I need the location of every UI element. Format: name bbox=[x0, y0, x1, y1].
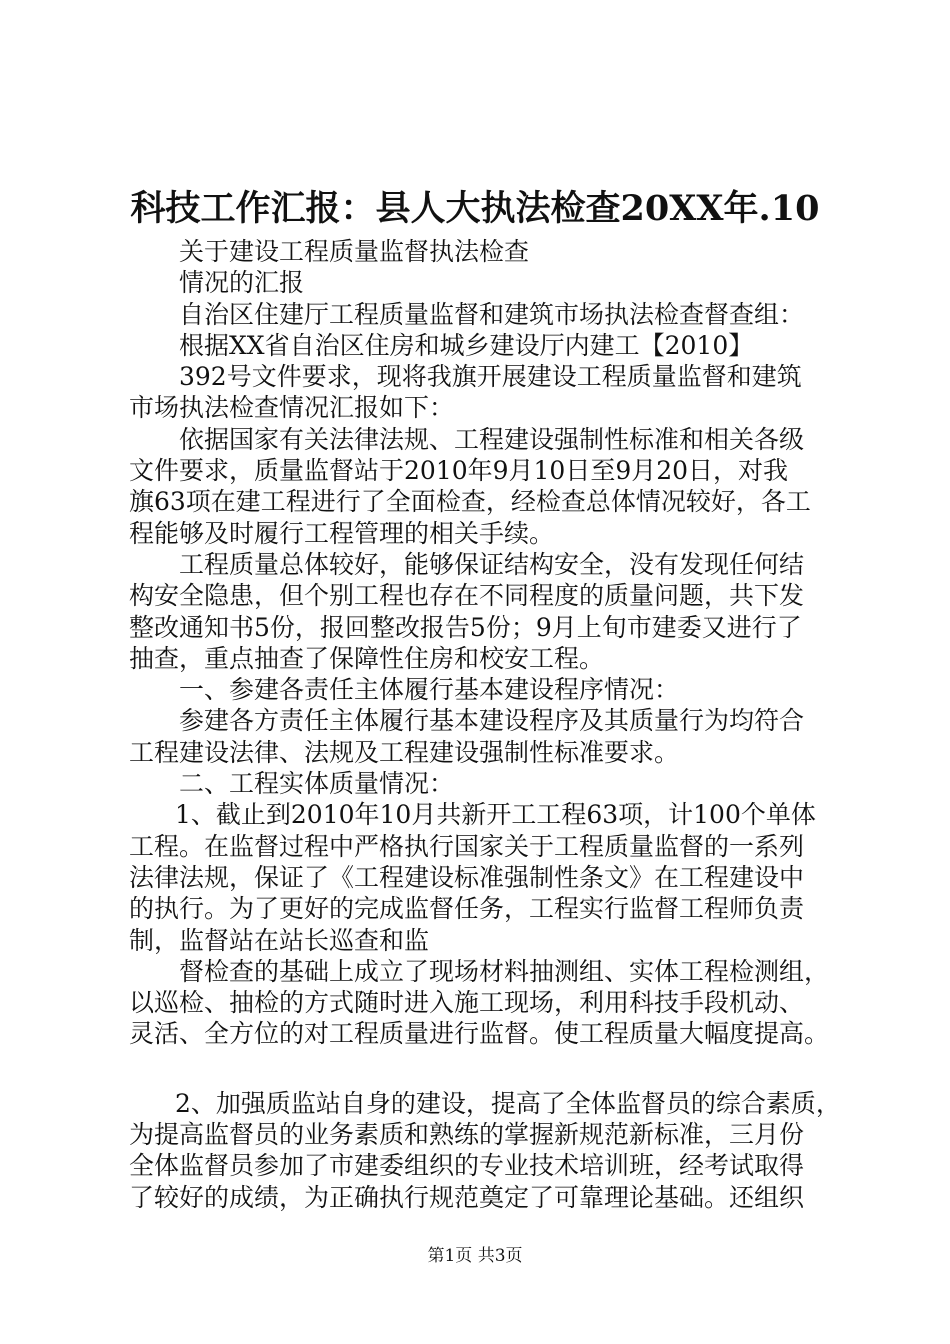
text-line: 为提高监督员的业务素质和熟练的掌握新规范新标准，三月份 bbox=[129, 1120, 805, 1150]
text-line: 文件要求，质量监督站于2010年9月10日至9月20日，对我 bbox=[129, 456, 789, 486]
text-line: 全体监督员参加了市建委组织的专业技术培训班，经考试取得 bbox=[129, 1151, 805, 1181]
text-line: 依据国家有关法律法规、工程建设强制性标准和相关各级 bbox=[179, 424, 805, 454]
text-line: 关于建设工程质量监督执法检查 bbox=[179, 237, 530, 266]
text-line: 工程质量总体较好，能够保证结构安全，没有发现任何结 bbox=[179, 549, 805, 579]
text-line: 旗63项在建工程进行了全面检查，经检查总体情况较好，各工 bbox=[129, 487, 811, 517]
text-line: 参建各方责任主体履行基本建设程序及其质量行为均符合 bbox=[179, 706, 805, 736]
text-line: 督检查的基础上成立了现场材料抽测组、实体工程检测组， bbox=[179, 956, 830, 986]
text-line: 根据XX省自治区住房和城乡建设厅内建工【2010】 bbox=[179, 330, 754, 360]
document-title: 科技工作汇报：县人大执法检查20XX年.10 bbox=[130, 188, 820, 229]
text-line: 了较好的成绩，为正确执行规范奠定了可靠理论基础。还组织 bbox=[129, 1182, 805, 1212]
text-line: 自治区住建厅工程质量监督和建筑市场执法检查督查组： bbox=[179, 299, 805, 329]
text-line: 情况的汇报 bbox=[179, 268, 305, 298]
paragraph-gap bbox=[129, 1050, 834, 1088]
text-line: 抽查，重点抽查了保障性住房和校安工程。 bbox=[129, 643, 605, 673]
page-footer: 第1页 共3页 bbox=[427, 1246, 523, 1266]
text-line: 整改通知书5份，报回整改报告5份；9月上旬市建委又进行了 bbox=[129, 612, 802, 642]
text-line: 程能够及时履行工程管理的相关手续。 bbox=[129, 518, 555, 548]
document-body bbox=[129, 236, 841, 1213]
text-line: 392号文件要求，现将我旗开展建设工程质量监督和建筑 bbox=[179, 362, 802, 392]
text-line: 法律法规，保证了《工程建设标准强制性条文》在工程建设中 bbox=[129, 862, 805, 892]
text-line: 以巡检、抽检的方式随时进入施工现场，利用科技手段机动、 bbox=[129, 988, 805, 1018]
text-line: 的执行。为了更好的完成监督任务，工程实行监督工程师负责 bbox=[129, 894, 805, 924]
text-line: 1、截止到2010年10月共新开工工程63项，计100个单体 bbox=[175, 800, 816, 830]
text-line: 工程建设法律、法规及工程建设强制性标准要求。 bbox=[129, 737, 680, 767]
text-line: 一、参建各责任主体履行基本建设程序情况： bbox=[179, 675, 680, 705]
text-line: 制，监督站在站长巡查和监 bbox=[129, 925, 430, 955]
text-line: 市场执法检查情况汇报如下： bbox=[129, 393, 455, 423]
text-line: 灵活、全方位的对工程质量进行监督。使工程质量大幅度提高。 bbox=[129, 1019, 830, 1049]
text-line: 工程。在监督过程中严格执行国家关于工程质量监督的一系列 bbox=[129, 831, 805, 861]
text-line: 构安全隐患，但个别工程也存在不同程度的质量问题，共下发 bbox=[129, 581, 805, 611]
text-line: 二、工程实体质量情况： bbox=[179, 769, 455, 799]
text-line: 2、加强质监站自身的建设，提高了全体监督员的综合素质， bbox=[175, 1088, 841, 1118]
